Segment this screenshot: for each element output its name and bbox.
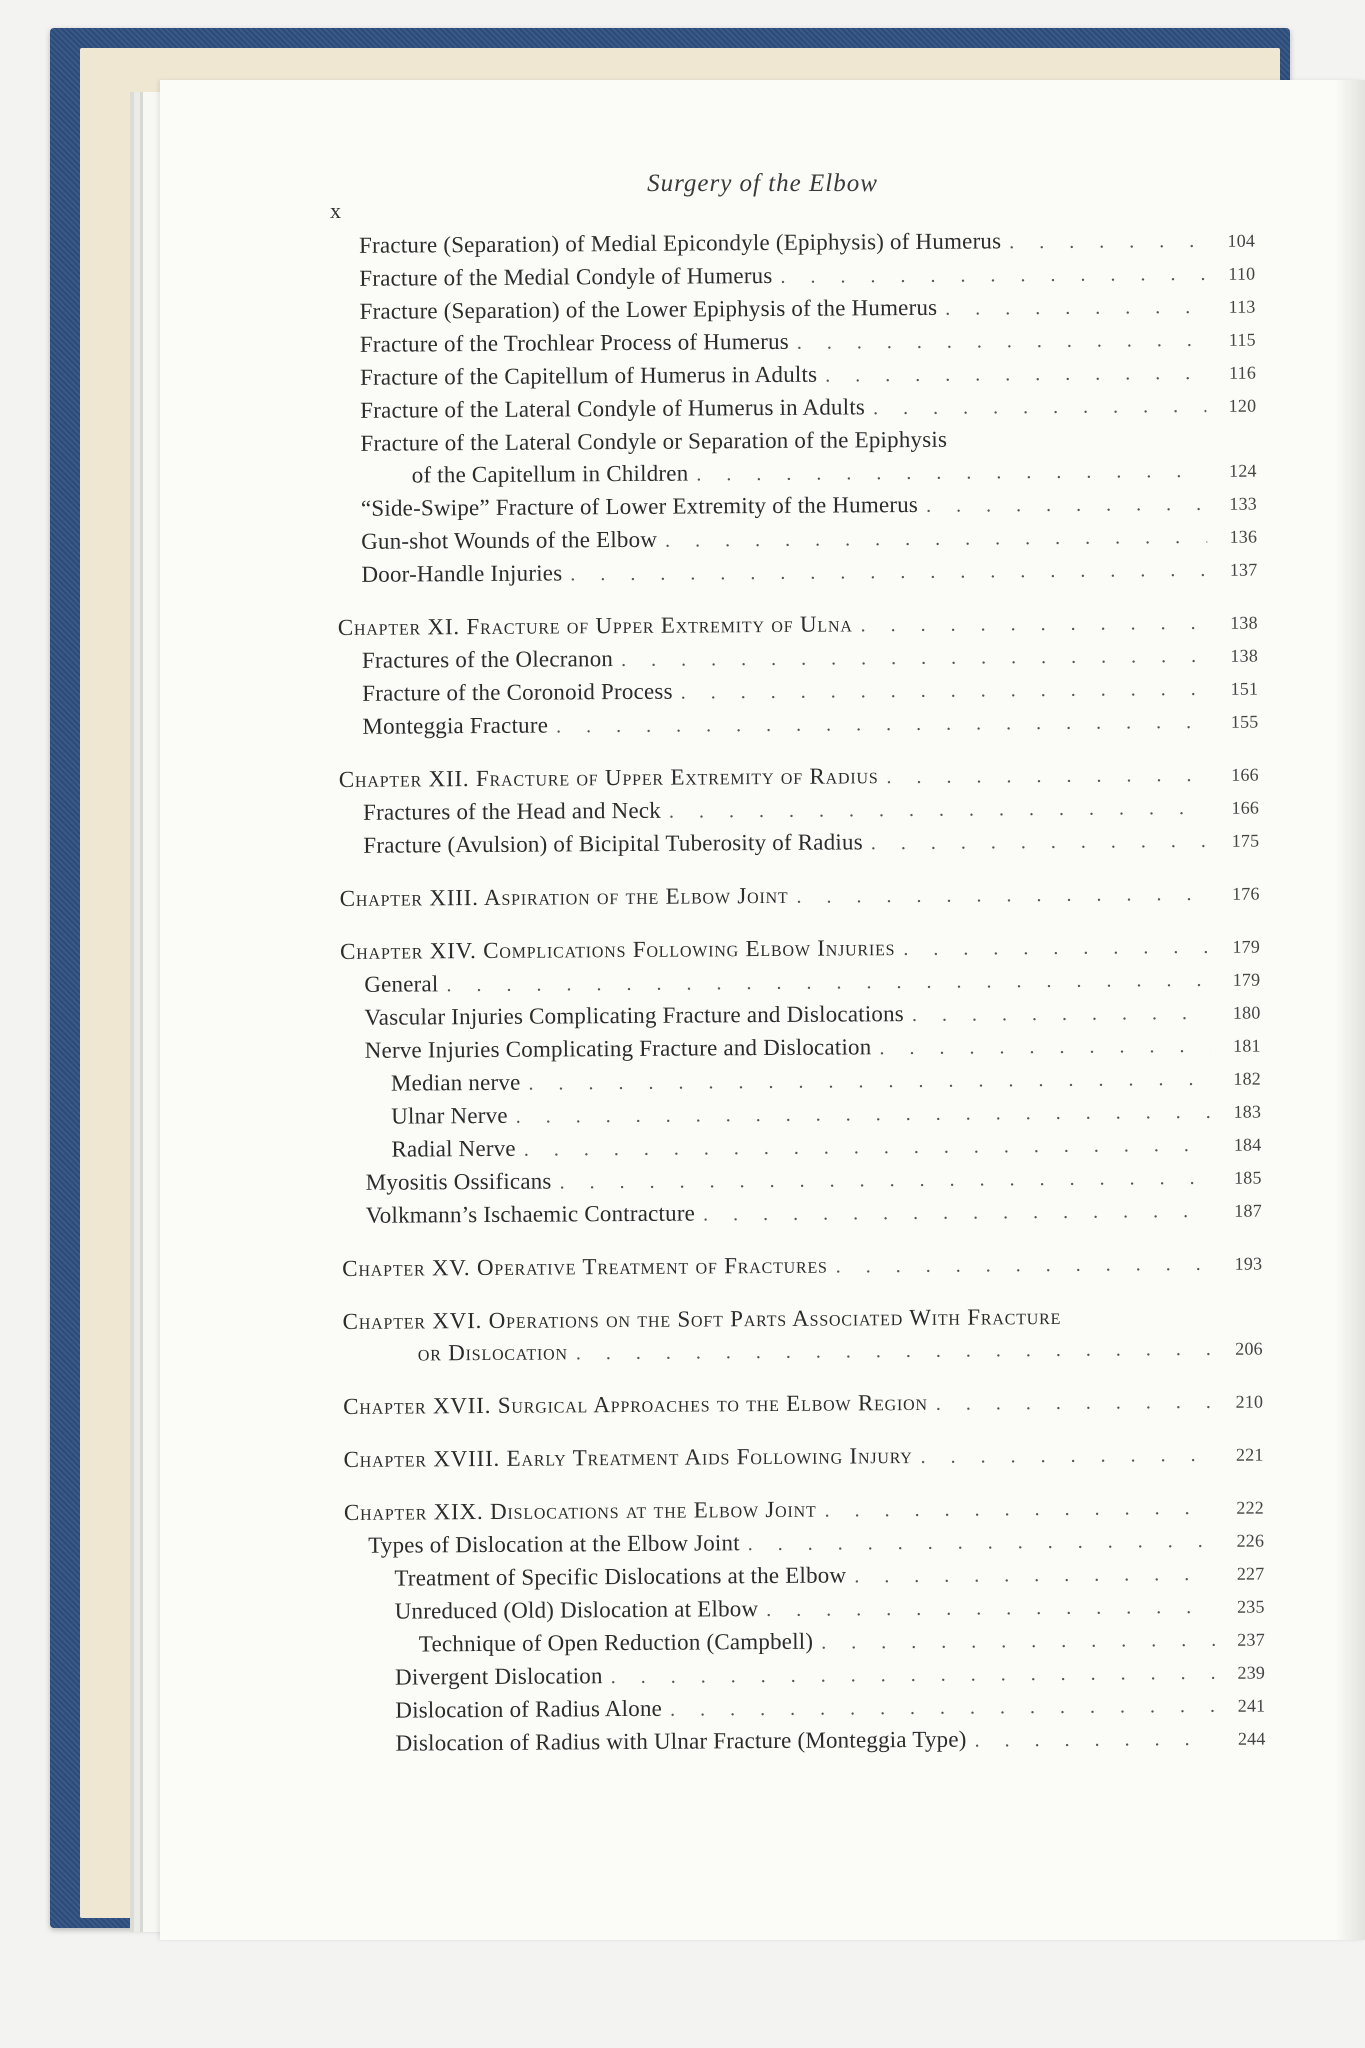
toc-entry — [335, 290, 1255, 329]
leader-dots — [524, 1129, 1212, 1166]
chapter-page: 138 — [1230, 612, 1258, 633]
toc-entry — [336, 389, 1256, 428]
leader-dots — [912, 997, 1211, 1031]
toc-chapter — [343, 1385, 1263, 1424]
leader-dots — [1009, 225, 1205, 258]
leader-dots — [903, 931, 1210, 965]
toc-entry-title: of the Capitellum in Children — [411, 460, 689, 488]
leader-dots — [861, 607, 1208, 641]
toc-subentry — [345, 1689, 1265, 1728]
toc-entry — [341, 1029, 1261, 1068]
toc-entry — [338, 639, 1258, 678]
toc-entry-title: Vascular Injuries Complicating Fracture and Dislocations — [364, 1001, 905, 1030]
toc-entry-page: 182 — [1233, 1068, 1262, 1089]
toc-entry — [335, 257, 1255, 296]
toc-entry-page: 116 — [1229, 362, 1257, 383]
toc-entry-page: 241 — [1237, 1695, 1266, 1716]
toc-entry — [338, 672, 1258, 711]
toc-chapter — [340, 930, 1260, 969]
toc-entry-page: 138 — [1230, 645, 1259, 666]
chapter-title: Chapter XV. Operative Treatment of Fractures — [342, 1252, 828, 1281]
toc-chapter — [343, 1438, 1263, 1477]
toc-entry — [336, 323, 1256, 362]
toc-entry-title: Types of Dislocation at the Elbow Joint — [368, 1530, 740, 1558]
leader-dots — [871, 825, 1210, 859]
leader-dots — [974, 1723, 1215, 1757]
toc-entry-title: Median nerve — [390, 1069, 521, 1096]
running-head: Surgery of the Elbow — [647, 170, 878, 197]
toc-entry-title: “Side-Swipe” Fracture of Lower Extremity of the Humerus — [360, 491, 919, 521]
chapter-title: Chapter XIV. Complications Following Elbow Injuries — [339, 935, 896, 964]
toc-chapter — [342, 1247, 1262, 1286]
toc-entry-page: 181 — [1233, 1035, 1261, 1056]
leader-dots — [576, 1333, 1213, 1369]
toc-entry-title: Nerve Injuries Complicating Fracture and Dislocation — [364, 1034, 872, 1063]
chapter-page: 176 — [1231, 883, 1260, 904]
toc-entry — [339, 791, 1259, 830]
gutter-shadow — [1335, 80, 1365, 1940]
leader-dots — [621, 640, 1208, 676]
toc-entry-title: Fracture of the Medial Condyle of Humerus — [359, 262, 773, 291]
leader-dots — [780, 258, 1205, 293]
chapter-page: 166 — [1231, 764, 1259, 785]
toc-entry — [337, 553, 1257, 592]
chapter-page: 206 — [1235, 1338, 1263, 1359]
leader-dots — [665, 521, 1207, 557]
toc-entry-page: 113 — [1228, 296, 1256, 317]
toc-entry-title: Dislocation of Radius with Ulnar Fracture (Monteggia Type) — [395, 1726, 967, 1756]
toc-entry-page: 115 — [1228, 329, 1256, 350]
chapter-page: 210 — [1235, 1391, 1264, 1412]
chapter-title: Chapter XII. Fracture of Upper Extremity of Radius — [338, 763, 879, 792]
toc-entry-title: Divergent Dislocation — [395, 1663, 603, 1690]
toc-subentry — [344, 1557, 1264, 1596]
leader-dots — [556, 706, 1209, 743]
toc-chapter — [338, 606, 1258, 645]
leader-dots — [670, 1690, 1216, 1726]
leader-dots — [797, 324, 1206, 359]
toc-entry-page: 183 — [1233, 1101, 1262, 1122]
chapter-title: Chapter XIX. Dislocations at the Elbow Joint — [343, 1496, 817, 1525]
chapter-page: 221 — [1235, 1444, 1264, 1465]
leader-dots — [854, 1558, 1214, 1593]
toc-entry-page: 137 — [1229, 559, 1258, 580]
chapter-page: 193 — [1234, 1253, 1263, 1274]
toc-entry — [338, 705, 1258, 744]
toc-entry-page: 226 — [1236, 1530, 1265, 1551]
toc-entry-title: Fracture of the Lateral Condyle of Humerus in Adults — [360, 394, 866, 423]
toc-entry-title: Fracture of the Coronoid Process — [362, 678, 673, 706]
leader-dots — [696, 455, 1207, 491]
toc-chapter — [339, 758, 1259, 797]
toc-entry-title: Myositis Ossificans — [365, 1168, 552, 1195]
leader-dots — [936, 1386, 1214, 1420]
toc-entry — [340, 963, 1260, 1002]
toc-subentry — [345, 1722, 1265, 1761]
toc-subentry — [345, 1656, 1265, 1695]
chapter-page: 179 — [1232, 936, 1261, 957]
toc-subentry — [341, 1062, 1261, 1101]
toc-entry-title: Fracture of the Lateral Condyle or Separation of the Epiphysis — [360, 426, 948, 456]
chapter-title: Chapter XIII. Aspiration of the Elbow Joint — [339, 882, 789, 911]
toc-entry-page: 110 — [1228, 263, 1256, 284]
toc-entry — [336, 356, 1256, 395]
chapter-title: Chapter XI. Fracture of Upper Extremity of Ulna — [337, 611, 853, 640]
toc-entry-page: 133 — [1229, 493, 1258, 514]
toc-entry-page: 104 — [1227, 230, 1256, 251]
toc-entry-page: 175 — [1231, 830, 1260, 851]
toc-entry-title: Dislocation of Radius Alone — [395, 1695, 663, 1723]
toc-entry-title: Technique of Open Reduction (Campbell) — [418, 1628, 814, 1657]
toc-chapter — [343, 1332, 1263, 1371]
toc-entry-page: 166 — [1231, 797, 1260, 818]
toc-entry — [337, 487, 1257, 526]
toc-entry-page: 180 — [1232, 1002, 1261, 1023]
toc-entry-page: 187 — [1234, 1200, 1262, 1221]
toc-entry — [339, 824, 1259, 863]
toc-entry-page: 237 — [1237, 1629, 1265, 1650]
toc-entry-title: Fracture of the Trochlear Process of Humerus — [359, 328, 789, 357]
leader-dots — [945, 291, 1206, 325]
toc-entry-title: General — [364, 971, 439, 997]
chapter-title: Chapter XVII. Surgical Approaches to the Elbow Region — [343, 1389, 928, 1419]
leader-dots — [559, 1162, 1211, 1199]
leader-dots — [748, 1525, 1215, 1560]
chapter-page: 222 — [1236, 1497, 1265, 1518]
toc-entry-title: Gun-shot Wounds of the Elbow — [361, 526, 658, 554]
leader-dots — [926, 488, 1207, 522]
toc-entry-title: Radial Nerve — [391, 1135, 516, 1162]
table-of-contents — [335, 224, 1266, 1761]
toc-entry-page: 235 — [1236, 1596, 1265, 1617]
toc-entry-title: Door-Handle Injuries — [361, 560, 563, 587]
leader-dots — [836, 1248, 1213, 1283]
leader-dots — [681, 673, 1209, 709]
leader-dots — [570, 554, 1207, 590]
toc-entry-page: 179 — [1232, 969, 1261, 990]
toc-subentry — [341, 1095, 1261, 1134]
leader-dots — [825, 357, 1206, 392]
toc-entry-page: 244 — [1237, 1728, 1266, 1749]
toc-entry-page: 136 — [1229, 526, 1258, 547]
leader-dots — [824, 1492, 1214, 1527]
toc-entry — [337, 520, 1257, 559]
leader-dots — [611, 1657, 1216, 1693]
toc-entry-title: Unreduced (Old) Dislocation at Elbow — [394, 1596, 759, 1624]
toc-entry-title: Ulnar Nerve — [391, 1102, 508, 1129]
toc-entry-page: 185 — [1233, 1167, 1262, 1188]
leader-dots — [879, 1030, 1211, 1064]
leader-dots — [821, 1624, 1215, 1659]
page-folio: x — [330, 198, 341, 223]
chapter-title: Chapter XVIII. Early Treatment Aids Following Injury — [343, 1442, 913, 1472]
toc-entry-page: 151 — [1230, 678, 1259, 699]
contents-page — [160, 80, 1365, 1940]
toc-entry — [342, 1161, 1262, 1200]
toc-chapter — [340, 877, 1260, 916]
toc-entry-page: 155 — [1230, 711, 1259, 732]
toc-entry — [344, 1524, 1264, 1563]
leader-dots — [703, 1195, 1212, 1231]
leader-dots — [669, 792, 1209, 828]
toc-entry-title: Fracture (Separation) of the Lower Epiphysis of the Humerus — [359, 294, 938, 324]
toc-entry — [335, 224, 1255, 263]
toc-subentry — [345, 1590, 1265, 1629]
toc-subentry — [341, 1128, 1261, 1167]
toc-entry-page: 120 — [1228, 395, 1257, 416]
leader-dots — [886, 759, 1209, 793]
leader-dots — [446, 964, 1210, 1001]
toc-entry — [340, 996, 1260, 1035]
chapter-title: or Dislocation — [417, 1339, 568, 1366]
toc-entry-page: 184 — [1233, 1134, 1262, 1155]
toc-entry-page: 124 — [1229, 460, 1257, 481]
toc-entry-title: Volkmann’s Ischaemic Contracture — [365, 1200, 696, 1228]
toc-entry-title: Treatment of Specific Dislocations at the Elbow — [394, 1562, 847, 1591]
toc-entry-page: 227 — [1236, 1563, 1265, 1584]
leader-dots — [920, 1439, 1213, 1473]
toc-entry-title: Fractures of the Olecranon — [361, 646, 614, 673]
leader-dots — [516, 1096, 1212, 1133]
toc-subsubentry — [345, 1623, 1265, 1662]
leader-dots — [528, 1063, 1211, 1100]
leader-dots — [873, 390, 1206, 424]
toc-entry-title: Fracture (Avulsion) of Bicipital Tuberosity of Radius — [363, 829, 863, 858]
chapter-title: Chapter XVI. Operations on the Soft Parts Associated With Fracture — [342, 1303, 1062, 1334]
toc-entry — [337, 454, 1257, 493]
toc-entry-title: Fracture of the Capitellum of Humerus in Adults — [359, 361, 818, 390]
toc-entry-page: 239 — [1237, 1662, 1266, 1683]
toc-entry-title: Fractures of the Head and Neck — [362, 797, 662, 825]
toc-chapter — [344, 1491, 1264, 1530]
toc-entry-title: Fracture (Separation) of Medial Epicondyle (Epiphysis) of Humerus — [359, 228, 1002, 258]
leader-dots — [766, 1591, 1215, 1626]
toc-entry-title: Monteggia Fracture — [362, 712, 549, 739]
leader-dots — [796, 878, 1209, 913]
toc-entry — [342, 1194, 1262, 1233]
